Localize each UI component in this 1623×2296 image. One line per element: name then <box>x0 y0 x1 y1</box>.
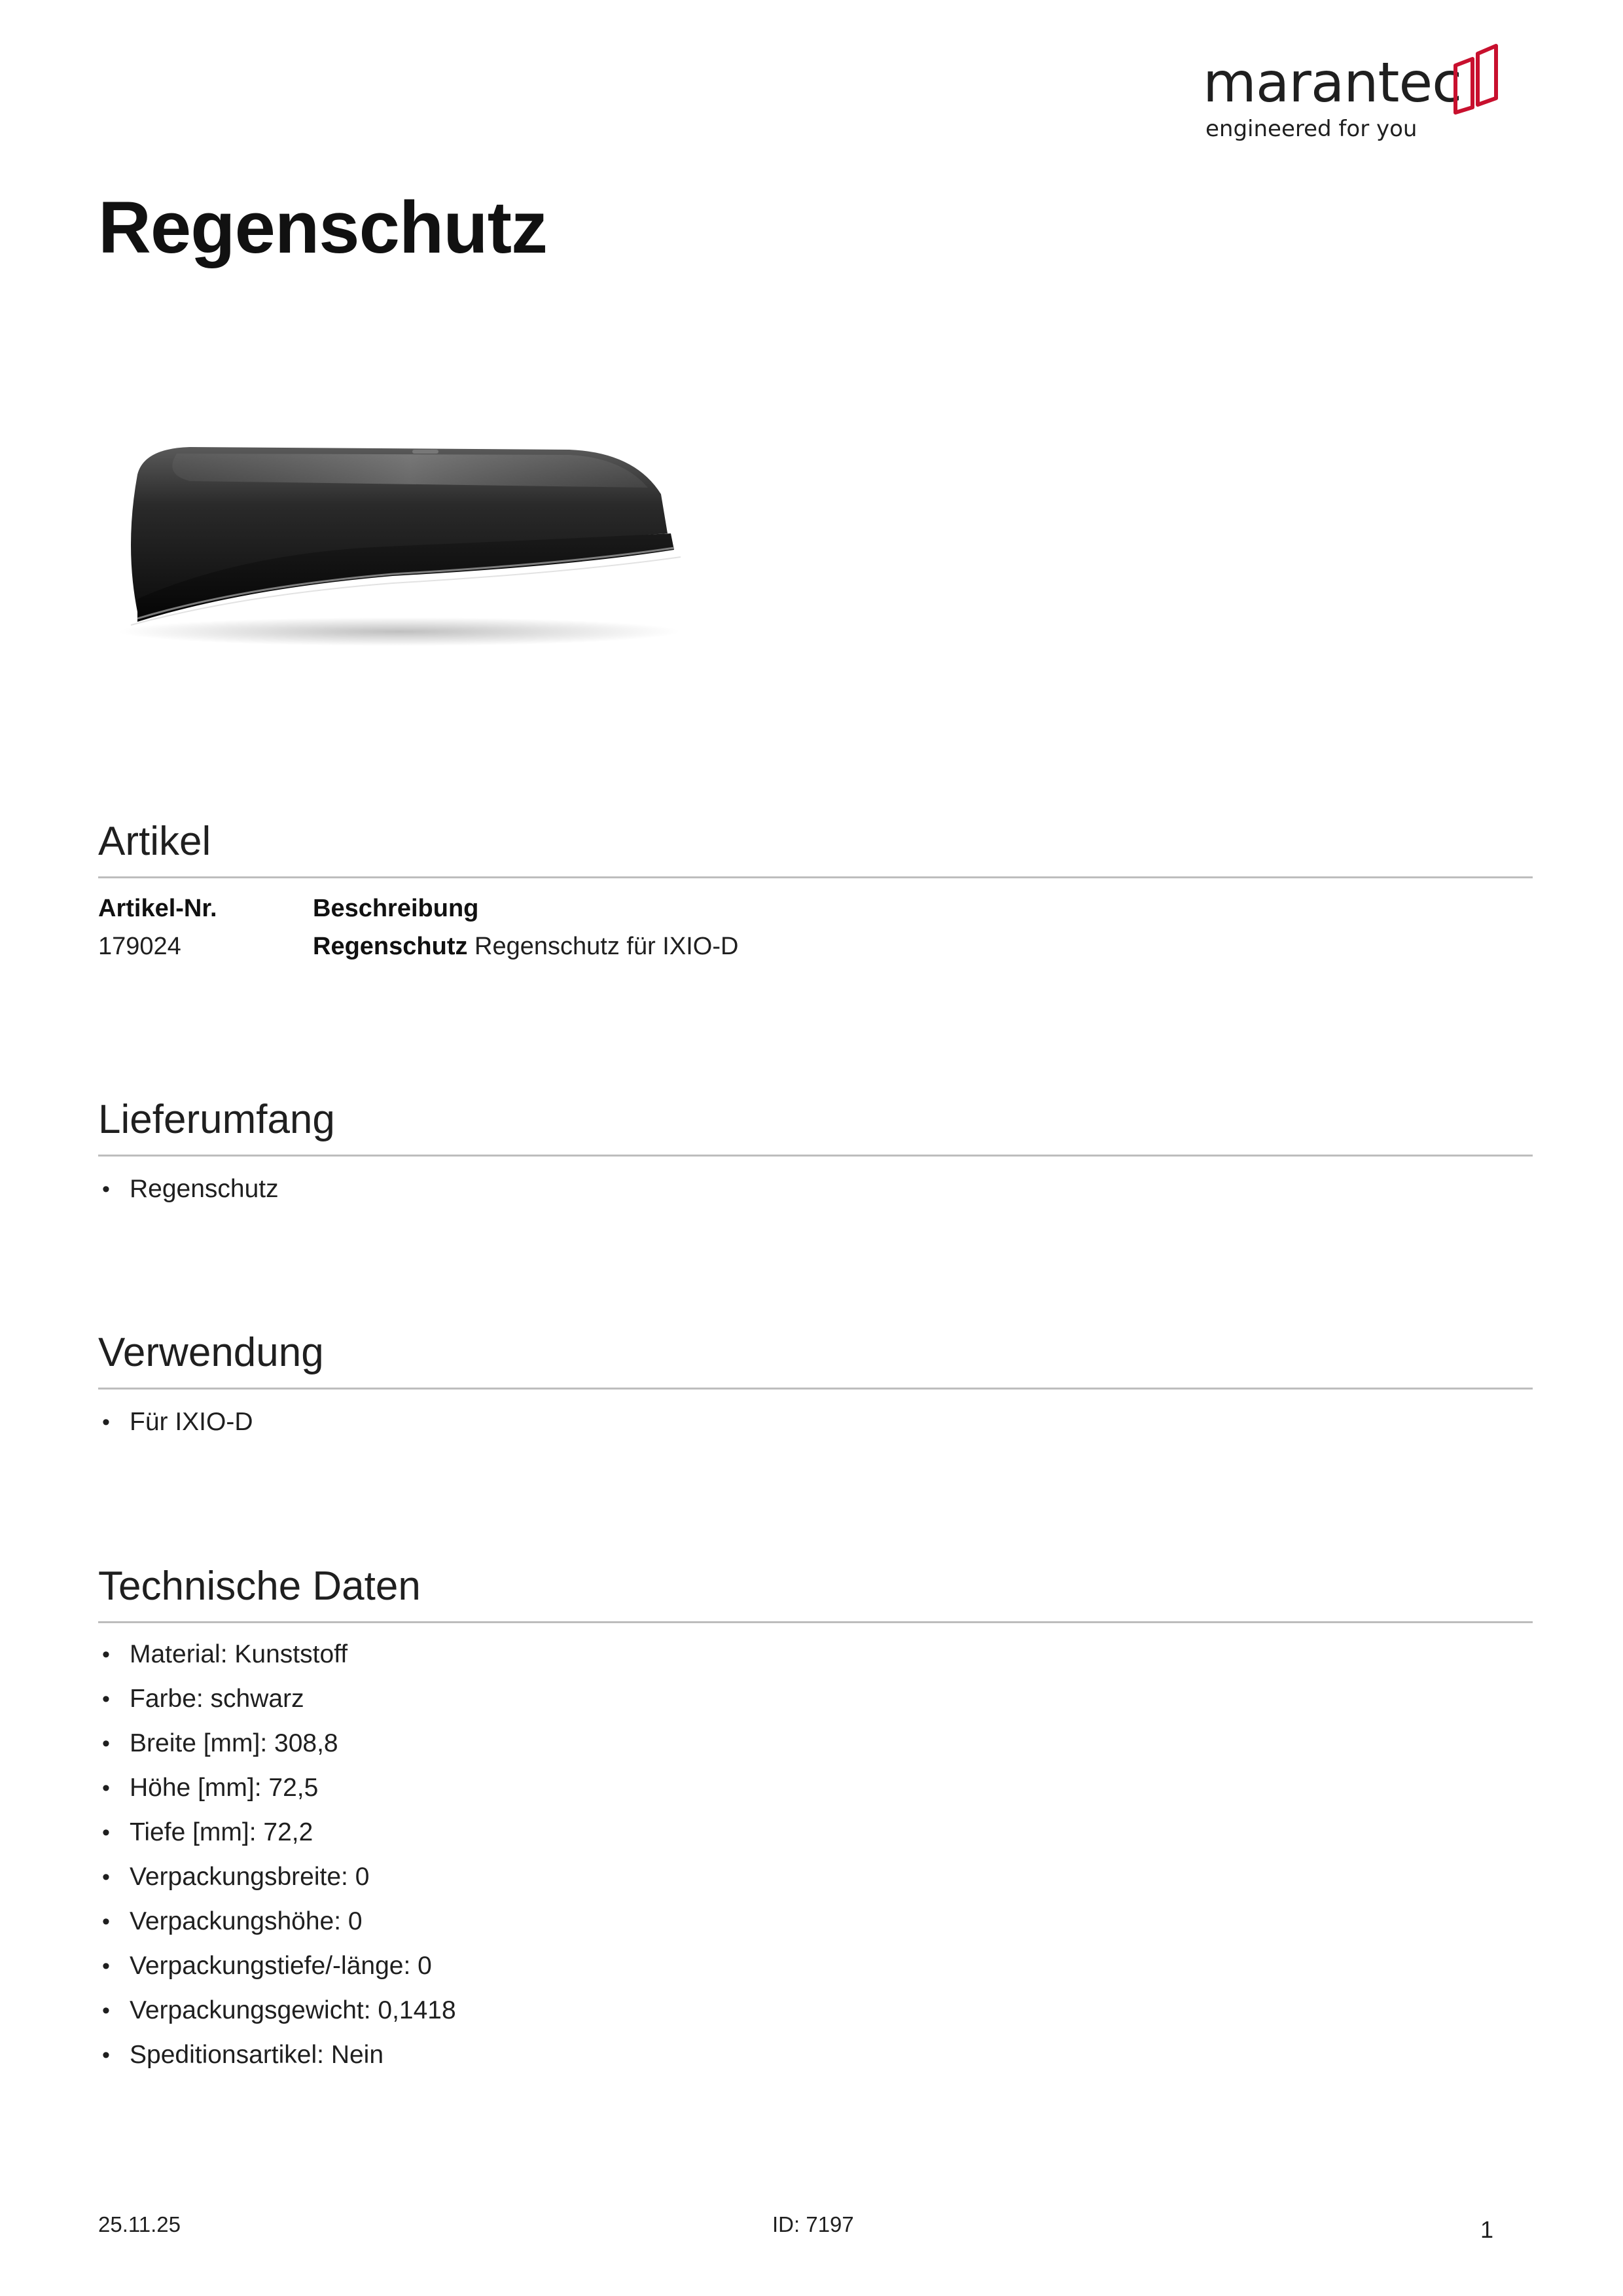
section-title-technische-daten: Technische Daten <box>98 1564 421 1609</box>
section-divider <box>98 876 1533 878</box>
list-item: • Material: Kunststoff <box>98 1632 1533 1677</box>
list-item: • Verpackungsgewicht: 0,1418 <box>98 1988 1533 2033</box>
section-technische-daten <box>98 1566 1533 2077</box>
list-item: • Farbe: schwarz <box>98 1677 1533 1721</box>
section-artikel <box>98 821 1533 878</box>
product-image <box>111 435 687 651</box>
footer-id: ID: 7197 <box>772 2212 854 2236</box>
list-item: • Verpackungstiefe/-länge: 0 <box>98 1944 1533 1988</box>
section-title-artikel: Artikel <box>98 819 211 864</box>
section-title-lieferumfang: Lieferumfang <box>98 1097 335 1142</box>
list-item: • Für IXIO-D <box>98 1400 1533 1444</box>
footer-date: 25.11.25 <box>98 2212 181 2236</box>
table-row-article-number: 179024 <box>98 933 181 960</box>
list-item: • Verpackungsbreite: 0 <box>98 1855 1533 1899</box>
article-name: Regenschutz <box>313 933 468 960</box>
lieferumfang-list <box>98 1167 1533 1211</box>
list-item: • Tiefe [mm]: 72,2 <box>98 1810 1533 1855</box>
brand-logo <box>1203 41 1504 145</box>
table-row-description <box>313 933 738 961</box>
list-item: • Verpackungshöhe: 0 <box>98 1899 1533 1944</box>
door-logo-icon <box>1452 43 1504 115</box>
footer-page-number: 1 <box>1480 2216 1494 2243</box>
list-item: • Höhe [mm]: 72,5 <box>98 1766 1533 1810</box>
brand-tagline: engineered for you <box>1205 116 1418 142</box>
section-divider <box>98 1388 1533 1390</box>
list-item: • Breite [mm]: 308,8 <box>98 1721 1533 1766</box>
section-divider <box>98 1621 1533 1623</box>
column-header-description: Beschreibung <box>313 895 479 922</box>
list-item: • Regenschutz <box>98 1167 1533 1211</box>
section-lieferumfang <box>98 1097 1533 1211</box>
column-header-article-number: Artikel-Nr. <box>98 895 217 922</box>
brand-name: marantec <box>1203 50 1462 115</box>
list-item: • Speditionsartikel: Nein <box>98 2033 1533 2077</box>
article-description: Regenschutz für IXIO-D <box>474 933 739 960</box>
section-title-verwendung: Verwendung <box>98 1330 324 1375</box>
section-verwendung <box>98 1330 1533 1444</box>
verwendung-list <box>98 1400 1533 1444</box>
section-divider <box>98 1155 1533 1157</box>
technical-data-list <box>98 1632 1533 2077</box>
page-title: Regenschutz <box>98 187 547 268</box>
